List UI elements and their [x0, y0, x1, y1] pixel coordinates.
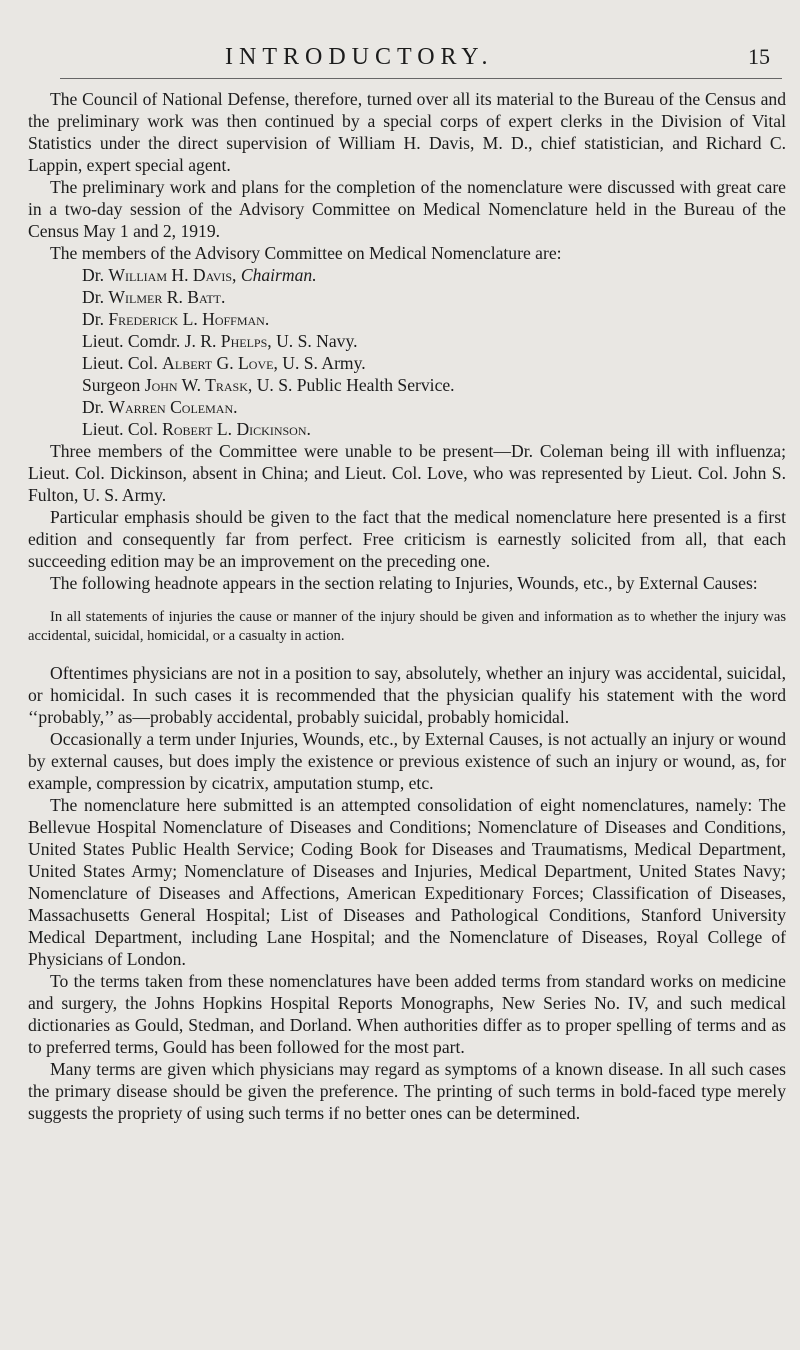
member-item: Dr. Frederick L. Hoffman. — [82, 309, 270, 329]
member-item: Dr. William H. Davis, Chairman. — [82, 265, 317, 285]
running-title: INTRODUCTORY. — [225, 44, 494, 70]
paragraph-preliminary-work: The preliminary work and plans for the completion of the nomenclature were discussed with great care in a two-day session of the Advisory Committee on Medical Nomenclature held in the Bureau of the Census May 1 and 2, 1919. — [28, 177, 786, 241]
paragraph-council: The Council of National Defense, therefore, turned over all its material to the Bureau of the Census and the preliminary work was then continued by a special corps of expert clerks in the Division of Vital Statistics under the direct supervision of William H. Davis, M. D., chief statistician, and Richard C. Lappin, expert special agent. — [28, 89, 786, 175]
page-header — [225, 44, 770, 76]
paragraph-consolidation: The nomenclature here submitted is an attempted consolidation of eight nomenclatures, namely: The Bellevue Hospital Nomenclature of Diseases and Conditions; Nomenclature of Diseases and Conditions, United States Public Health Service; Coding Book for Diseases and Traumatisms, Medical Department, United States Army; Nomenclature of Diseases and Injuries, Medical Department, United States Navy; Nomenclature of Diseases and Affections, American Expeditionary Forces; Classification of Diseases, Massachusetts General Hospital; List of Diseases and Pathological Conditions, Stanford University Medical Department, including Lane Hospital; and the Nomenclature of Diseases, Royal College of Physicians of London. — [28, 795, 786, 969]
header-rule — [60, 78, 782, 79]
paragraph-occasionally: Occasionally a term under Injuries, Wounds, etc., by External Causes, is not actually an injury or wound by external causes, but does imply the existence or previous existence of such an injury or wound, as, for example, compression by cicatrix, amputation stump, etc. — [28, 729, 786, 793]
member-item: Lieut. Comdr. J. R. Phelps, U. S. Navy. — [82, 331, 358, 351]
paragraph-members-intro: The members of the Advisory Committee on Medical Nomenclature are: — [50, 243, 562, 263]
member-item: Dr. Wilmer R. Batt. — [82, 287, 226, 307]
headnote-quote: In all statements of injuries the cause or manner of the injury should be given and information as to whether the injury was accidental, suicidal, homicidal, or a casualty in action. — [28, 609, 786, 644]
member-item: Lieut. Col. Robert L. Dickinson. — [82, 419, 311, 439]
paragraph-absent-members: Three members of the Committee were unable to be present—Dr. Coleman being ill with influenza; Lieut. Col. Dickinson, absent in China; and Lieut. Col. Love, who was represented by Lieut. Col. John S. Fulton, U. S. Army. — [28, 441, 786, 505]
member-item: Dr. Warren Coleman. — [82, 397, 238, 417]
page-number: 15 — [748, 44, 770, 69]
paragraph-probably: Oftentimes physicians are not in a position to say, absolutely, whether an injury was accidental, suicidal, or homicidal. In such cases it is recommended that the physician qualify his statement with the word ‘‘probably,’’ as—probably accidental, probably suicidal, probably homicidal. — [28, 663, 786, 727]
paragraph-added-terms: To the terms taken from these nomenclatures have been added terms from standard works on medicine and surgery, the Johns Hopkins Hospital Reports Monographs, New Series No. IV, and such medical dictionaries as Gould, Stedman, and Dorland. When authorities differ as to proper spelling of terms and as to preferred terms, Gould has been followed for the most part. — [28, 971, 786, 1057]
member-item: Surgeon John W. Trask, U. S. Public Health Service. — [82, 375, 455, 395]
committee-member-list — [82, 264, 786, 440]
paragraph-symptoms: Many terms are given which physicians may regard as symptoms of a known disease. In all such cases the primary disease should be given the preference. The printing of such terms in bold-faced type merely suggests the propriety of using such terms if no better ones can be determined. — [28, 1059, 786, 1123]
body-text — [28, 88, 786, 1124]
member-item: Lieut. Col. Albert G. Love, U. S. Army. — [82, 353, 366, 373]
paragraph-headnote-intro: The following headnote appears in the section relating to Injuries, Wounds, etc., by External Causes: — [50, 573, 758, 593]
paragraph-first-edition: Particular emphasis should be given to the fact that the medical nomenclature here presented is a first edition and consequently far from perfect. Free criticism is earnestly solicited from all, that each succeeding edition may be an improvement on the preceding one. — [28, 507, 786, 571]
